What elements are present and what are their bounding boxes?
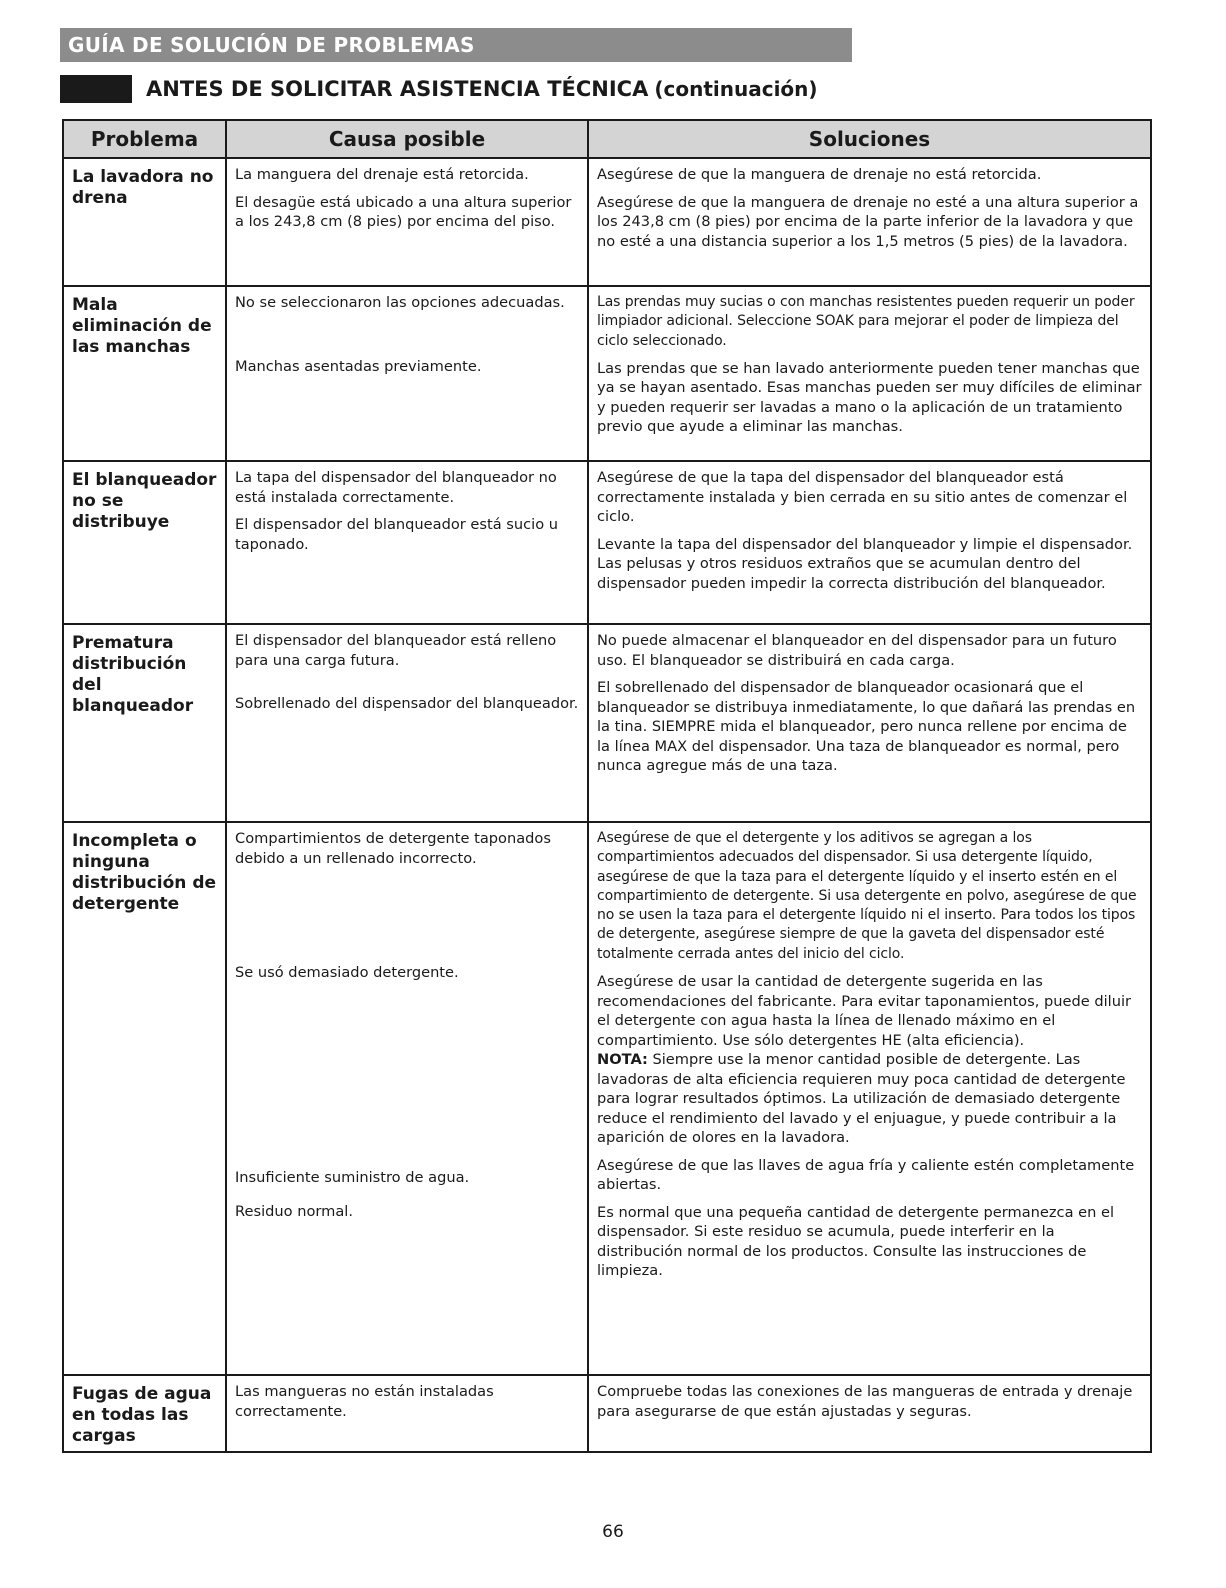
note-label: NOTA: — [597, 1051, 648, 1069]
problem-cell: Mala eliminación de las manchas — [63, 286, 226, 461]
section-banner — [60, 28, 852, 62]
cause-text: El dispensador del blanqueador está relleno para una carga futura. — [235, 632, 557, 669]
table-row — [63, 624, 1151, 822]
header-problem: Problema — [63, 120, 226, 158]
solution-text — [597, 293, 1144, 351]
cause-cell — [226, 1375, 588, 1452]
cause-cell — [226, 286, 588, 461]
cause-text: El dispensador del blanqueador está sucio u taponado. — [235, 516, 559, 553]
cause-text: La manguera del drenaje está retorcida. — [235, 166, 529, 183]
cause-text: No se seleccionaron las opciones adecuadas. — [235, 294, 565, 311]
solution-main-text: No puede almacenar el blanqueador en del dispensador para un futuro uso. El blanqueador se distribuirá en cada carga. — [597, 632, 1117, 669]
header-solutions: Soluciones — [588, 120, 1151, 158]
solution-text — [597, 631, 1144, 670]
cause-text: El desagüe está ubicado a una altura superior a los 243,8 cm (8 pies) por encima del piso. — [235, 193, 572, 230]
solution-main-text: Asegúrese de que las llaves de agua fría y caliente estén completamente abiertas. — [597, 1156, 1135, 1194]
cause-text: Insuficiente suministro de agua. — [235, 1168, 470, 1186]
cause-cell — [226, 158, 588, 286]
cause-text: Las mangueras no están instaladas correctamente. — [235, 1383, 494, 1420]
solution-main-text: Asegúrese de que el detergente y los aditivos se agregan a los compartimientos adecuados del dispensador. Si usa detergente líquido, asegúrese de que la taza para el detergente líquido y el inserto estén en el compartimiento de detergente. Si usa detergente en polvo, asegúrese de que no se usen la taza para el detergente líquido ni el inserto. Para todos los tipos de detergente, asegúrese siempre de que la gaveta del dispensador esté totalmente cerrada antes del inicio del ciclo. — [597, 830, 1137, 962]
subheader — [60, 74, 818, 104]
solution-text — [597, 1382, 1144, 1421]
page-title: ANTES DE SOLICITAR ASISTENCIA TÉCNICA — [146, 77, 649, 101]
solution-main-text: Asegúrese de que la manguera de drenaje no está retorcida. — [597, 166, 1042, 183]
solution-main-text: Asegúrese de que la manguera de drenaje no esté a una altura superior a los 243,8 cm (8 pies) por encima de la parte inferior de la lavadora y que no esté a una distancia superior a los 1,5 metros (5 pies) de la lavadora. — [597, 193, 1139, 250]
troubleshooting-table — [62, 119, 1152, 1453]
solution-cell — [588, 822, 1151, 1375]
cause-cell — [226, 461, 588, 624]
solution-text — [597, 972, 1144, 1148]
solution-text — [597, 359, 1144, 437]
table-row — [63, 461, 1151, 624]
problem-cell: Prematura distribución del blanqueador — [63, 624, 226, 822]
cause-cell — [226, 624, 588, 822]
solution-text — [597, 165, 1144, 185]
cause-cell — [226, 822, 588, 1375]
solution-cell — [588, 286, 1151, 461]
continuation-label: (continuación) — [654, 77, 818, 101]
solution-main-text: Las prendas que se han lavado anteriormente pueden tener manchas que ya se hayan asentado. Esas manchas pueden ser muy difíciles de eliminar y pueden requerir ser lavadas a mano o la aplicación de un tratamiento previo que ayude a eliminar las manchas. — [597, 359, 1142, 436]
solution-cell — [588, 624, 1151, 822]
cause-text: Compartimientos de detergente taponados debido a un rellenado incorrecto. — [235, 830, 551, 867]
cause-text: La tapa del dispensador del blanqueador no está instalada correctamente. — [235, 469, 557, 506]
cause-text: Se usó demasiado detergente. — [235, 964, 459, 981]
table-row — [63, 158, 1151, 286]
cause-text: Sobrellenado del dispensador del blanqueador. — [235, 695, 579, 712]
solution-main-text: Las prendas muy sucias o con manchas resistentes pueden requerir un poder limpiador adicional. Seleccione SOAK para mejorar el poder de limpieza del ciclo seleccionado. — [597, 294, 1135, 349]
solution-main-text: Levante la tapa del dispensador del blanqueador y limpie el dispensador. Las pelusas y otros residuos extraños que se acumulan dentro del dispensador pueden impedir la correcta distribución del blanqueador. — [597, 535, 1133, 592]
solution-main-text: Asegúrese de que la tapa del dispensador del blanqueador está correctamente instalada y bien cerrada en su sitio antes de comenzar el ciclo. — [597, 469, 1128, 525]
solution-text — [597, 535, 1144, 594]
solution-main-text: Asegúrese de usar la cantidad de detergente sugerida en las recomendaciones del fabricante. Para evitar taponamientos, puede diluir el detergente con agua hasta la línea de llenado máximo en el compartimiento. Use sólo detergentes HE (alta eficiencia). — [597, 973, 1132, 1049]
solution-main-text: El sobrellenado del dispensador de blanqueador ocasionará que el blanqueador se distribuya inmediatamente, lo que dañará las prendas en la tina. SIEMPRE mida el blanqueador, pero nunca rellene por encima de la línea MAX del dispensador. Una taza de blanqueador es normal, pero nunca agregue más de una taza. — [597, 679, 1136, 774]
table-row — [63, 822, 1151, 1375]
problem-cell: Incompleta o ninguna distribución de detergente — [63, 822, 226, 1375]
cause-text: Residuo normal. — [235, 1203, 353, 1220]
section-title: GUÍA DE SOLUCIÓN DE PROBLEMAS — [68, 33, 475, 57]
solution-text — [597, 193, 1144, 252]
solution-text — [597, 1156, 1144, 1195]
table-header-row — [63, 120, 1151, 158]
page-number: 66 — [602, 1522, 624, 1542]
solution-main-text: Es normal que una pequeña cantidad de detergente permanezca en el dispensador. Si este residuo se acumula, puede interferir en la distribución normal de los productos. Consulte las instrucciones de limpieza. — [597, 1203, 1115, 1280]
solution-text — [597, 1203, 1144, 1281]
table-row — [63, 286, 1151, 461]
header-cause: Causa posible — [226, 120, 588, 158]
problem-cell: La lavadora no drena — [63, 158, 226, 286]
solution-main-text: Compruebe todas las conexiones de las mangueras de entrada y drenaje para asegurarse de que están ajustadas y seguras. — [597, 1383, 1133, 1420]
solution-cell — [588, 461, 1151, 624]
solution-cell — [588, 1375, 1151, 1452]
cause-text: Manchas asentadas previamente. — [235, 357, 482, 375]
problem-cell: El blanqueador no se distribuye — [63, 461, 226, 624]
solution-cell — [588, 158, 1151, 286]
solution-text — [597, 468, 1144, 527]
table-row — [63, 1375, 1151, 1452]
problem-cell: Fugas de agua en todas las cargas — [63, 1375, 226, 1452]
solution-text — [597, 678, 1144, 776]
note-text: Siempre use la menor cantidad posible de detergente. Las lavadoras de alta eficiencia requieren muy poca cantidad de detergente para lograr resultados óptimos. La utilización de demasiado detergente reduce el rendimiento del lavado y el enjuague, y puede contribuir a la aparición de olores en la lavadora. — [597, 1051, 1126, 1147]
black-block-marker — [60, 75, 132, 103]
solution-text — [597, 829, 1144, 964]
